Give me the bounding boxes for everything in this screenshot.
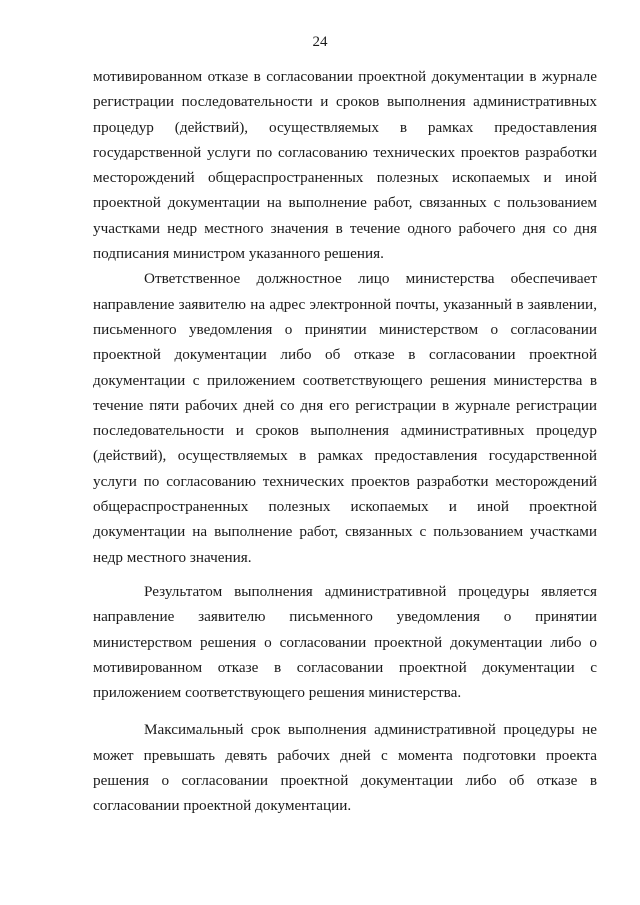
paragraph-1 [93, 64, 597, 266]
text-line: подписания министром указанного решения. [93, 245, 384, 263]
text-line: недр местного значения. [93, 548, 252, 566]
page-number: 24 [312, 34, 328, 50]
text-line: может превышать девять рабочих дней с момента подготовки проекта [93, 746, 597, 764]
text-line: министерством решения о согласовании проектной документации либо о [93, 633, 597, 651]
paragraph-2 [93, 266, 597, 570]
text-line: проектной документации на выполнение работ, связанных с пользованием [93, 194, 597, 212]
text-line: мотивированном отказе в согласовании проектной документации с [93, 658, 597, 676]
text-line: услуги по согласованию технических проектов разработки месторождений [93, 472, 597, 490]
text-line: государственной услуги по согласованию технических проектов разработки [93, 143, 597, 161]
paragraph-gap [93, 570, 597, 579]
text-line: документации с приложением соответствующего решения министерства в [93, 371, 597, 389]
text-line: процедур (действий), осуществляемых в рамках предоставления [93, 118, 597, 136]
text-line: направление заявителю письменного уведомления о принятии [93, 608, 597, 626]
paragraph-3 [93, 579, 597, 705]
body-text [93, 64, 597, 819]
text-line: приложением соответствующего решения министерства. [93, 684, 462, 702]
text-line: согласовании проектной документации. [93, 797, 352, 815]
text-line: письменного уведомления о принятии министерством о согласовании [93, 320, 597, 338]
text-line: направление заявителю на адрес электронной почты, указанный в заявлении, [93, 295, 597, 313]
text-line: Максимальный срок выполнения административной процедуры не [144, 721, 597, 739]
text-line: Результатом выполнения административной процедуры является [144, 582, 597, 600]
text-line: общераспространенных полезных ископаемых и иной проектной [93, 498, 597, 516]
paragraph-4 [93, 717, 597, 818]
text-line: (действий), осуществляемых в рамках предоставления государственной [93, 447, 597, 465]
text-line: течение пяти рабочих дней со дня его регистрации в журнале регистрации [93, 396, 597, 414]
paragraph-gap [93, 705, 597, 717]
text-line: регистрации последовательности и сроков выполнения административных [93, 93, 597, 111]
text-line: документации на выполнение работ, связанных с пользованием участками [93, 523, 597, 541]
text-line: решения о согласовании проектной документации либо об отказе в [93, 772, 597, 790]
text-line: мотивированном отказе в согласовании проектной документации в журнале [93, 68, 597, 85]
text-line: месторождений общераспространенных полезных ископаемых и иной [93, 169, 597, 187]
text-line: участками недр местного значения в течение одного рабочего дня со дня [93, 219, 597, 237]
text-line: проектной документации либо об отказе в согласовании проектной [93, 346, 597, 364]
text-line: последовательности и сроков выполнения административных процедур [93, 422, 597, 440]
text-line: Ответственное должностное лицо министерства обеспечивает [144, 270, 597, 288]
